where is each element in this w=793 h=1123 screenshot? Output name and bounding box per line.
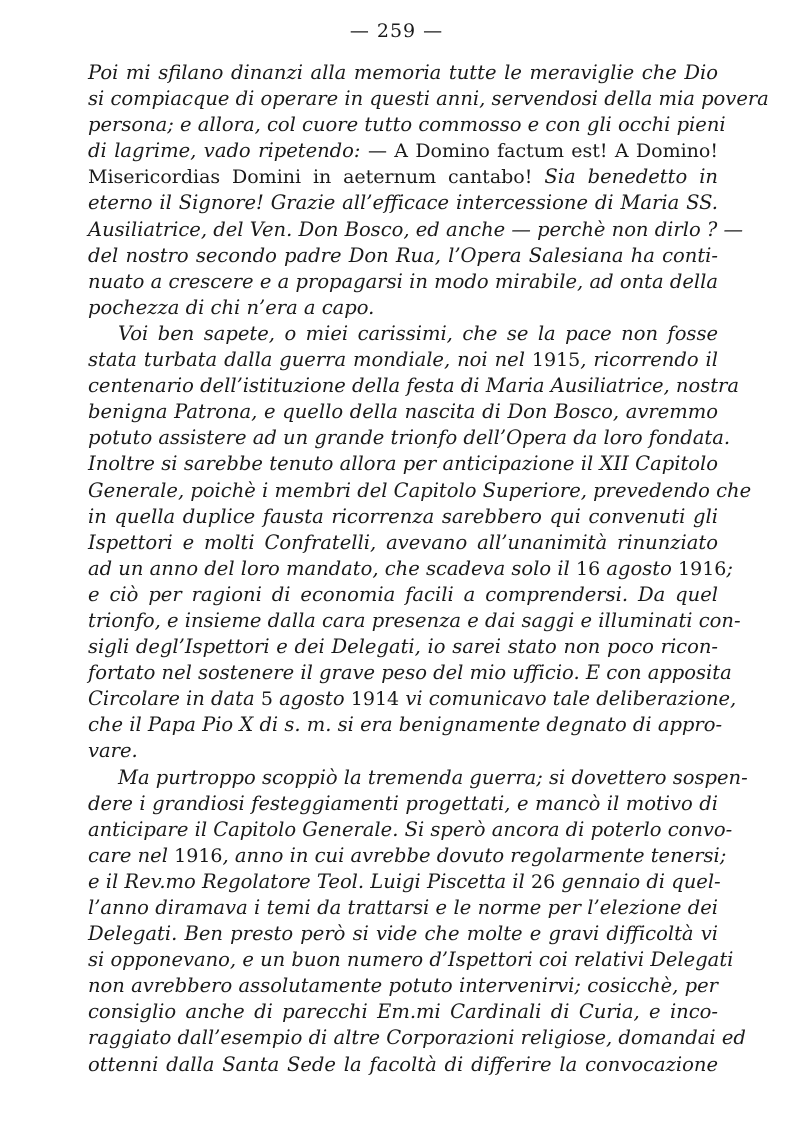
text-line xyxy=(88,869,721,895)
text-line: potuto assistere ad un grande trionfo dell’Opera da loro fondata. xyxy=(88,426,731,450)
text-line: e ciò per ragioni di economia facili a comprendersi. Da quel xyxy=(88,582,718,606)
text-line: Ausiliatrice, del Ven. Don Bosco, ed anche — perchè non dirlo ? — xyxy=(88,217,744,241)
text-line: in quella duplice fausta ricorrenza sarebbero qui convenuti gli xyxy=(88,504,718,528)
text-line: benigna Patrona, e quello della nascita di Don Bosco, avremmo xyxy=(88,400,718,424)
text-line: si compiacque di operare in questi anni, servendosi della mia povera xyxy=(88,87,769,111)
text-line: eterno il Signore! Grazie all’efficace intercessione di Maria SS. xyxy=(88,191,718,215)
text-line xyxy=(88,347,718,373)
upright-exclamation: Misericordias Domini in aeternum cantabo! xyxy=(88,166,533,189)
text-fragment: , ricorrendo il xyxy=(580,348,718,372)
text-line: Ma purtroppo scoppiò la tremenda guerra; si dovettero sospen- xyxy=(118,765,748,789)
text-line: Ispettori e molti Confratelli, avevano all’unanimità rinunziato xyxy=(88,530,718,554)
text-fragment: agosto xyxy=(279,687,345,711)
text-line: Voi ben sapete, o miei carissimi, che se la pace non fosse xyxy=(118,321,718,345)
text-line: centenario dell’istituzione della festa di Maria Ausiliatrice, nostra xyxy=(88,374,739,398)
year-number: 1916 xyxy=(174,844,223,867)
text-fragment: care nel xyxy=(88,843,168,867)
text-line: ottenni dalla Santa Sede la facoltà di differire la convocazione xyxy=(88,1052,718,1076)
text-line: vare. xyxy=(88,739,138,763)
text-fragment: agosto xyxy=(606,556,672,580)
text-fragment: vi comunicavo tale deliberazione, xyxy=(405,687,737,711)
text-line: pochezza di chi n’era a capo. xyxy=(88,295,375,319)
upright-exclamation: — A Domino factum est! A Domino! xyxy=(367,140,718,163)
year-number: 1916 xyxy=(678,557,727,580)
text-line xyxy=(88,164,718,190)
text-line: che il Papa Pio X di s. m. si era benignamente degnato di appro- xyxy=(88,713,723,737)
text-fragment: gennaio di quel- xyxy=(561,869,721,893)
text-line: Generale, poichè i membri del Capitolo Superiore, prevedendo che xyxy=(88,478,752,502)
page-number: — 259 — xyxy=(349,20,444,42)
text-line: del nostro secondo padre Don Rua, l’Opera Salesiana ha conti- xyxy=(88,243,718,267)
text-line xyxy=(88,138,718,164)
page-body xyxy=(88,60,769,1078)
text-fragment: di lagrime, vado ripetendo: xyxy=(88,139,361,163)
text-fragment: , anno in cui avrebbe dovuto regolarmente tenersi; xyxy=(222,843,727,867)
text-fragment: ; xyxy=(726,556,733,580)
text-line: trionfo, e insieme dalla cara presenza e dai saggi e illuminati con- xyxy=(88,608,741,632)
text-line: nuato a crescere e a propagarsi in modo mirabile, ad onta della xyxy=(88,269,718,293)
text-line: Poi mi sfilano dinanzi alla memoria tutte le meraviglie che Dio xyxy=(88,61,718,84)
year-number: 1914 xyxy=(350,688,400,711)
day-number: 26 xyxy=(530,870,556,893)
text-line xyxy=(88,843,727,869)
text-line: Delegati. Ben presto però si vide che molte e gravi difficoltà vi xyxy=(88,922,718,946)
text-line: sigli degl’Ispettori e dei Delegati, io sarei stato non poco ricon- xyxy=(88,635,718,659)
text-line xyxy=(88,686,737,712)
text-fragment: stata turbata dalla guerra mondiale, noi nel xyxy=(88,348,525,372)
text-line: dere i grandiosi festeggiamenti progettati, e mancò il motivo di xyxy=(88,791,718,815)
day-number: 5 xyxy=(260,688,273,711)
text-line: l’anno diramava i temi da trattarsi e le norme per l’elezione dei xyxy=(88,896,718,919)
text-fragment: ad un anno del loro mandato, che scadeva solo il xyxy=(88,556,570,580)
year-number: 1915 xyxy=(531,349,581,372)
day-number: 16 xyxy=(576,557,601,580)
text-line: fortato nel sostenere il grave peso del mio ufficio. E con apposita xyxy=(88,661,732,685)
text-line: consiglio anche di parecchi Em.mi Cardinali di Curia, e inco- xyxy=(88,1000,718,1024)
text-fragment: e il Rev.mo Regolatore Teol. Luigi Piscetta il xyxy=(88,869,525,893)
text-line: non avrebbero assolutamente potuto intervenirvi; cosicchè, per xyxy=(88,974,718,998)
text-line: persona; e allora, col cuore tutto commosso e con gli occhi pieni xyxy=(88,113,726,137)
text-line: si opponevano, e un buon numero d’Ispettori coi relativi Delegati xyxy=(88,948,734,972)
text-line: raggiato dall’esempio di altre Corporazioni religiose, domandai ed xyxy=(88,1026,746,1050)
text-line: anticipare il Capitolo Generale. Si sperò ancora di poterlo convo- xyxy=(88,817,733,841)
text-line: Inoltre si sarebbe tenuto allora per anticipazione il XII Capitolo xyxy=(88,452,718,476)
text-fragment: Circolare in data xyxy=(88,687,255,711)
text-line xyxy=(88,556,733,582)
text-fragment: Sia benedetto in xyxy=(544,165,718,189)
